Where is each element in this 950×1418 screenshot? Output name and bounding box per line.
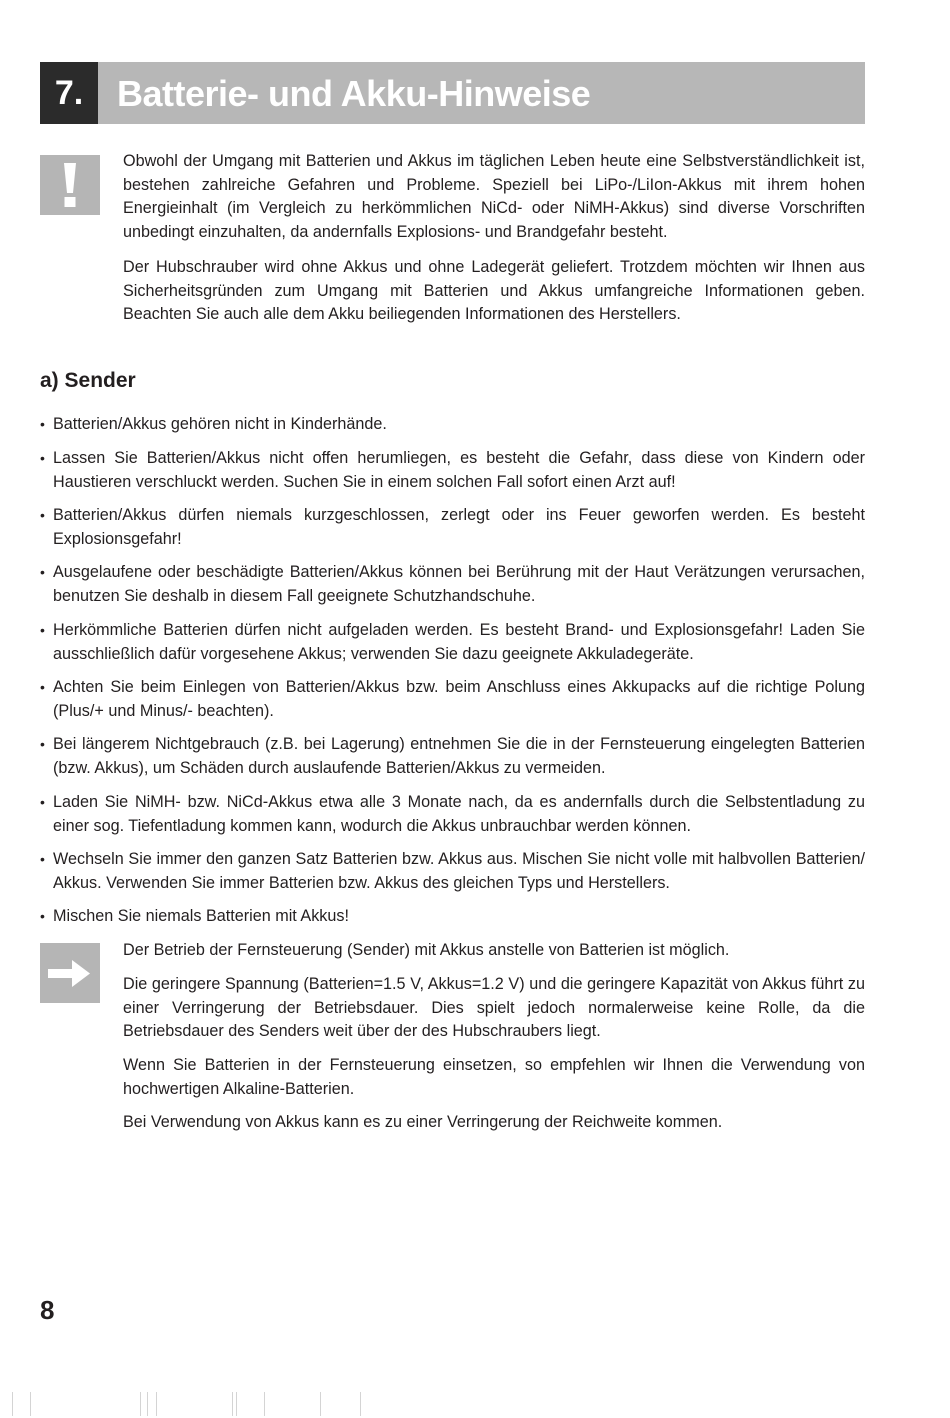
bullet-symbol: • xyxy=(40,564,45,580)
chapter-header xyxy=(40,62,865,124)
note-paragraph-2: Die geringere Spannung (Batterien=1.5 V, Akkus=1.2 V) und die geringere Kapazität von Akkus führt zu einer Verringerung der Betriebsdauer. Dies spielt jedoch normalerweise keine Rolle, da die Betriebsdauer des Senders weit über der des Hubschraubers liegt. xyxy=(123,975,865,1040)
exclamation-icon xyxy=(40,155,100,215)
list-item xyxy=(40,848,865,895)
list-item xyxy=(40,791,865,838)
list-item-text: Batterien/Akkus gehören nicht in Kinderhände. xyxy=(53,415,387,433)
bullet-symbol: • xyxy=(40,622,45,638)
list-item xyxy=(40,447,865,494)
bullet-symbol: • xyxy=(40,416,45,432)
list-item-text: Lassen Sie Batterien/Akkus nicht offen herumliegen, es besteht die Gefahr, dass diese von Kindern oder Haustieren verschluckt werden. Suchen Sie in einem solchen Fall sofort einen Arzt auf! xyxy=(53,449,865,491)
bullet-symbol: • xyxy=(40,908,45,924)
list-item xyxy=(40,561,865,608)
chapter-title: Batterie- und Akku-Hinweise xyxy=(117,73,591,114)
bullet-symbol: • xyxy=(40,450,45,466)
list-item-text: Bei längerem Nichtgebrauch (z.B. bei Lagerung) entnehmen Sie die in der Fernsteuerung eingelegten Batterien (bzw. Akkus), um Schäden durch auslaufende Batterien/Akkus zu vermeiden. xyxy=(53,735,865,777)
list-item xyxy=(40,504,865,551)
list-item-text: Ausgelaufene oder beschädigte Batterien/Akkus können bei Berührung mit der Haut Verätzungen verursachen, benutzen Sie deshalb in diesem Fall geeignete Schutzhandschuhe. xyxy=(53,563,865,605)
list-item-text: Achten Sie beim Einlegen von Batterien/Akkus bzw. beim Anschluss eines Akkupacks auf die richtige Polung (Plus/+ und Minus/- beachten). xyxy=(53,678,865,720)
print-marks xyxy=(0,1392,950,1418)
list-item-text: Laden Sie NiMH- bzw. NiCd-Akkus etwa alle 3 Monate nach, da es andernfalls durch die Selbstentladung zu einer sog. Tiefentladung kommen kann, wodurch die Akkus unbrauchbar werden können. xyxy=(53,793,865,835)
list-item-text: Wechseln Sie immer den ganzen Satz Batterien bzw. Akkus aus. Mischen Sie nicht volle mit halbvollen Batterien/ Akkus. Verwenden Sie immer Batterien bzw. Akkus des gleichen Typs und Herstellers. xyxy=(53,850,865,892)
chapter-number: 7. xyxy=(40,62,98,124)
section-heading: a) Sender xyxy=(40,369,136,392)
note-paragraph-1: Der Betrieb der Fernsteuerung (Sender) mit Akkus anstelle von Batterien ist möglich. xyxy=(123,941,730,959)
warning-paragraph-2: Der Hubschrauber wird ohne Akkus und ohne Ladegerät geliefert. Trotzdem möchten wir Ihnen aus Sicherheitsgründen zum Umgang mit Batterien und Akkus umfangreiche Informationen geben. Beachten Sie auch alle dem Akku beiliegenden Informationen des Herstellers. xyxy=(123,258,865,323)
list-item xyxy=(40,619,865,666)
list-item xyxy=(40,676,865,723)
note-paragraph-4: Bei Verwendung von Akkus kann es zu einer Verringerung der Reichweite kommen. xyxy=(123,1113,723,1131)
list-item-text: Mischen Sie niemals Batterien mit Akkus! xyxy=(53,907,349,925)
arrow-right-icon xyxy=(40,943,100,1003)
note-paragraph-3: Wenn Sie Batterien in der Fernsteuerung einsetzen, so empfehlen wir Ihnen die Verwendung von hochwertigen Alkaline-Batterien. xyxy=(123,1056,865,1098)
bullet-symbol: • xyxy=(40,736,45,752)
bullet-symbol: • xyxy=(40,851,45,867)
warning-paragraph-1: Obwohl der Umgang mit Batterien und Akkus im täglichen Leben heute eine Selbstverständlichkeit ist, bestehen zahlreiche Gefahren und Probleme. Speziell bei LiPo-/LiIon-Akkus mit ihrem hohen Energieinhalt (im Vergleich zu herkömmlichen NiCd- oder NiMH-Akkus) sind diverse Vorschriften unbedingt einzuhalten, da andernfalls Explosions- und Brandgefahr besteht. xyxy=(123,152,865,241)
bullet-symbol: • xyxy=(40,794,45,810)
page-number: 8 xyxy=(40,1295,55,1325)
list-item-text: Herkömmliche Batterien dürfen nicht aufgeladen werden. Es besteht Brand- und Explosionsgefahr! Laden Sie ausschließlich dafür vorgesehene Akkus; verwenden Sie dazu geeignete Akkuladegeräte. xyxy=(53,621,865,663)
bullet-symbol: • xyxy=(40,679,45,695)
list-item xyxy=(40,905,865,929)
list-item xyxy=(40,413,865,437)
bullet-symbol: • xyxy=(40,507,45,523)
list-item xyxy=(40,733,865,780)
list-item-text: Batterien/Akkus dürfen niemals kurzgeschlossen, zerlegt oder ins Feuer geworfen werden. Es besteht Explosionsgefahr! xyxy=(53,506,865,548)
